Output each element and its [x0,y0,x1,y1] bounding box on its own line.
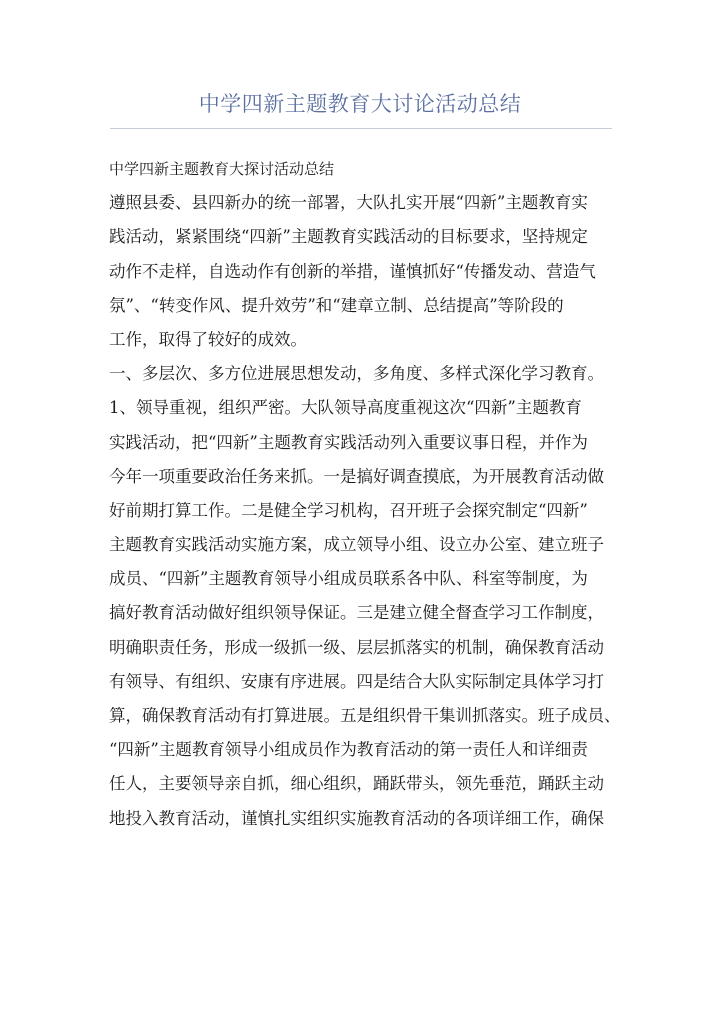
section-heading-line: 一、多层次、多方位进展思想发动，多角度、多样式深化学习教育。 [109,364,604,384]
body-line: 任人，主要领导亲自抓，细心组织，踊跃带头，领先垂范，踊跃主动 [109,774,604,794]
document-title: 中学四新主题教育大讨论活动总结 [198,92,522,116]
body-line: 好前期打算工作。二是健全学习机构，召开班子会探究制定“四新” [109,500,588,520]
body-line: 今年一项重要政治任务来抓。一是搞好调查摸底，为开展教育活动做 [109,466,604,486]
body-line: “四新”主题教育领导小组成员作为教育活动的第一责任人和详细责 [109,740,588,760]
title-divider [110,128,612,129]
body-line: 算，确保教育活动有打算进展。五是组织骨干集训抓落实。班子成员、 [109,706,621,725]
subtitle-line: 中学四新主题教育大探讨活动总结 [109,160,335,178]
body-line: 有领导、有组织、安康有序进展。四是结合大队实际制定具体学习打 [109,671,604,691]
body-line: 1、领导重视，组织严密。大队领导高度重视这次“四新”主题教育 [109,398,582,418]
body-line: 工作，取得了较好的成效。 [109,329,307,349]
body-line: 氛”、“转变作风、提升效劳”和“建章立制、总结提高”等阶段的 [109,295,564,315]
body-line: 搞好教育活动做好组织领导保证。三是建立健全督查学习工作制度， [109,603,604,623]
body-line: 成员、“四新”主题教育领导小组成员联系各中队、科室等制度，为 [109,569,588,589]
body-line: 实践活动，把“四新”主题教育实践活动列入重要议事日程，并作为 [109,432,588,452]
body-line: 主题教育实践活动实施方案，成立领导小组、设立办公室、建立班子 [109,535,604,555]
document-body [109,152,629,836]
body-line: 遵照县委、县四新办的统一部署，大队扎实开展“四新”主题教育实 [109,193,588,213]
body-line: 地投入教育活动，谨慎扎实组织实施教育活动的各项详细工作，确保 [109,808,604,828]
body-line: 明确职责任务，形成一级抓一级、层层抓落实的机制，确保教育活动 [109,637,604,657]
body-line: 践活动，紧紧围绕“四新”主题教育实践活动的目标要求，坚持规定 [109,227,588,247]
body-line: 动作不走样，自选动作有创新的举措，谨慎抓好“传播发动、营造气 [109,261,596,281]
